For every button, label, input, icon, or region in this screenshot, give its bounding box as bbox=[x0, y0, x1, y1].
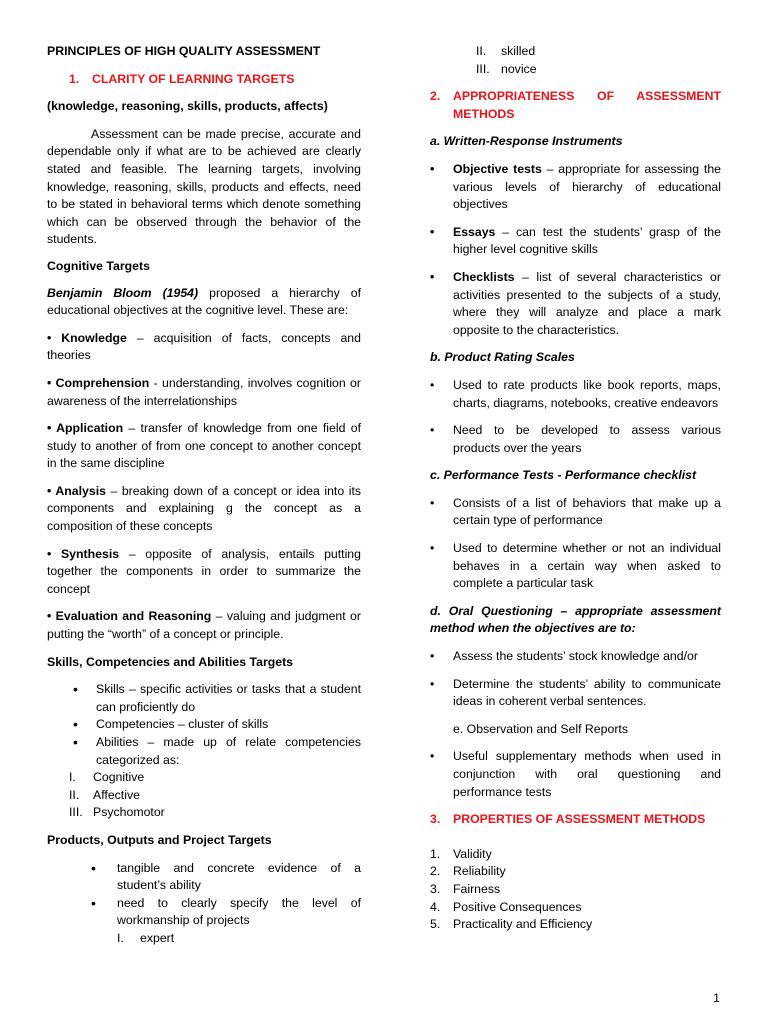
list-item: • Abilities – made up of relate competencies categorized as: bbox=[73, 734, 361, 767]
list-item: • Used to determine whether or not an individual behaves in a certain way when asked to complete a particular task bbox=[430, 541, 721, 591]
bloom-name: Benjamin Bloom (1954) bbox=[47, 285, 199, 300]
list-item: III. novice bbox=[476, 61, 537, 76]
cognitive-item-application: • Application – transfer of knowledge from one field of study to another of from one concept to another concept in the same discipline bbox=[47, 421, 361, 471]
subsection-a-heading: a. Written-Response Instruments bbox=[430, 134, 623, 149]
list-item: • Checklists – list of several characteristics or activities presented to the subjects of a study, where they will analyze and place a mark opposite to the characteristics. bbox=[430, 269, 721, 337]
list-item: 3. Fairness bbox=[430, 881, 501, 896]
list-item: • tangible and concrete evidence of a student’s ability bbox=[91, 859, 361, 893]
right-column bbox=[430, 43, 721, 934]
list-item: II. skilled bbox=[476, 44, 536, 58]
list-item: • Used to rate products like book reports, maps, charts, diagrams, notebooks, creative endeavors bbox=[430, 377, 721, 410]
list-item: • Competencies – cluster of skills bbox=[73, 716, 269, 733]
list-item: • Skills – specific activities or tasks that a student can proficiently do bbox=[73, 681, 361, 714]
list-item: • Consists of a list of behaviors that make up a certain type of performance bbox=[430, 495, 721, 528]
list-item: • Determine the students’ ability to communicate ideas in coherent verbal sentences. bbox=[430, 676, 721, 709]
cognitive-item-synthesis: • Synthesis – opposite of analysis, entails putting together the components in order to summarize the concept bbox=[47, 546, 361, 596]
properties-list bbox=[430, 846, 721, 934]
subsection-b-heading: b. Product Rating Scales bbox=[430, 350, 575, 365]
list-item: • Useful supplementary methods when used in conjunction with oral questioning and performance tests bbox=[430, 749, 721, 799]
page-number: 1 bbox=[713, 991, 720, 1005]
list-item: I. Cognitive bbox=[69, 770, 145, 785]
section-1-subtitle: (knowledge, reasoning, skills, products, affects) bbox=[47, 99, 328, 114]
list-item: • Need to be developed to assess various products over the years bbox=[430, 423, 721, 455]
bloom-paragraph: Benjamin Bloom (1954) proposed a hierarchy of educational objectives at the cognitive level. These are: bbox=[47, 285, 361, 318]
intro-paragraph: Assessment can be made precise, accurate and dependable only if what are to be achieved are clearly stated and feasible. The learning targets, involving knowledge, reasoning, skills, products and effects, need to be stated in behavioral terms which denote something which can be observed through the behavior of the students. bbox=[47, 126, 361, 247]
list-item: 2. Reliability bbox=[430, 864, 506, 879]
subsection-c-heading: c. Performance Tests - Performance checklist bbox=[430, 468, 697, 483]
list-item: II. Affective bbox=[69, 787, 140, 802]
list-item: I. expert bbox=[117, 930, 175, 945]
list-item: • Assess the students’ stock knowledge and/or bbox=[430, 649, 698, 664]
cognitive-item-comprehension: • Comprehension - understanding, involves cognition or awareness of the interrelationships bbox=[47, 375, 361, 408]
skills-heading: Skills, Competencies and Abilities Targets bbox=[47, 654, 294, 669]
list-item: 4. Positive Consequences bbox=[430, 899, 582, 914]
cognitive-item-knowledge: • Knowledge – acquisition of facts, concepts and theories bbox=[47, 330, 361, 363]
list-item: 1. Validity bbox=[430, 846, 492, 861]
section-1-heading: 1. CLARITY OF LEARNING TARGETS bbox=[69, 71, 295, 86]
list-item: III. Psychomotor bbox=[69, 805, 165, 820]
list-item: • Objective tests – appropriate for assessing the various levels of hierarchy of educational objectives bbox=[430, 161, 721, 212]
subsection-d-heading: d. Oral Questioning – appropriate assessment method when the objectives are to: bbox=[430, 603, 721, 636]
list-item: • need to clearly specify the level of workmanship of projects bbox=[91, 894, 361, 928]
section-2-heading: 2. APPROPRIATENESS OF ASSESSMENT METHODS bbox=[430, 89, 721, 121]
list-item: 5. Practicality and Efficiency bbox=[430, 917, 593, 932]
cognitive-targets-heading: Cognitive Targets bbox=[47, 258, 150, 273]
cognitive-item-analysis: • Analysis – breaking down of a concept or idea into its components and explaining g the concept as a composition of these concepts bbox=[47, 483, 362, 534]
list-item: • Essays – can test the students’ grasp of the higher level cognitive skills bbox=[430, 224, 721, 257]
document-title: PRINCIPLES OF HIGH QUALITY ASSESSMENT bbox=[47, 44, 321, 58]
left-column bbox=[47, 43, 361, 948]
products-heading: Products, Outputs and Project Targets bbox=[47, 832, 272, 847]
cognitive-item-evaluation: • Evaluation and Reasoning – valuing and judgment or putting the “worth” of a concept or principle. bbox=[47, 609, 361, 642]
section-3-heading: 3. PROPERTIES OF ASSESSMENT METHODS bbox=[430, 812, 706, 827]
subsection-e-heading: e. Observation and Self Reports bbox=[453, 721, 628, 736]
